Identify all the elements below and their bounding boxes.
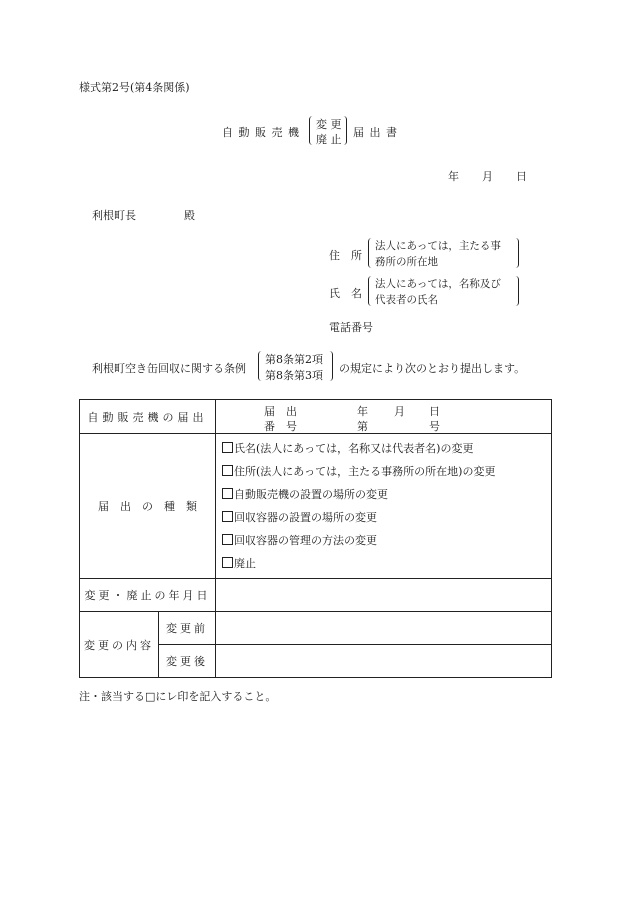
statement-prefix: 利根町空き缶回収に関する条例 xyxy=(92,362,246,375)
notif-year-label: 年 xyxy=(357,404,368,418)
title-prefix: 自 動 販 売 機 xyxy=(222,126,300,139)
statement-clause-1: 第8条第2項 xyxy=(265,353,323,366)
address-note-line2: 務所の所在地 xyxy=(375,256,438,268)
change-after-label-text: 変更後 xyxy=(166,655,208,668)
address-brace-left xyxy=(368,238,375,268)
checkbox[interactable] xyxy=(222,511,233,522)
title-suffix: 届 出 書 xyxy=(353,126,398,139)
statement-brace-right xyxy=(326,351,333,381)
addressee-honorific: 殿 xyxy=(184,209,195,222)
change-date-label xyxy=(80,579,216,612)
checkbox[interactable] xyxy=(222,465,233,476)
name-note-line2: 代表者の氏名 xyxy=(375,294,438,306)
vending-notification-label xyxy=(80,400,216,434)
addressee-name: 利根町長 xyxy=(92,209,136,222)
title-brace-left xyxy=(309,116,316,145)
name-label: 氏 名 xyxy=(329,287,362,300)
option-container-management-change[interactable] xyxy=(222,529,551,552)
row-notification-type xyxy=(80,434,552,579)
row-change-before xyxy=(80,612,552,645)
name-brace-right xyxy=(512,276,519,306)
name-brace-left xyxy=(368,276,375,306)
change-after-label xyxy=(159,645,216,678)
name-note-line1: 法人にあっては，名称及び xyxy=(375,278,501,290)
row-change-date xyxy=(80,579,552,612)
notif-month-label: 月 xyxy=(394,404,405,418)
todoke-label: 届 出 xyxy=(264,404,297,418)
date-month: 月 xyxy=(482,170,493,183)
date-year: 年 xyxy=(448,170,459,183)
address-note-line1: 法人にあっては，主たる事 xyxy=(375,240,501,252)
option-name-change[interactable] xyxy=(222,437,551,460)
statement-clause-2: 第8条第3項 xyxy=(265,369,323,382)
option-label: 住所(法人にあっては，主たる事務所の所在地)の変更 xyxy=(234,465,496,478)
checkbox[interactable] xyxy=(222,557,233,568)
notif-dai-label: 第 xyxy=(357,419,368,433)
statement-suffix: の規定により次のとおり提出します。 xyxy=(339,362,526,375)
notification-type-label-text: 届 出 の 種 類 xyxy=(98,500,197,513)
notif-day-label: 日 xyxy=(429,404,440,418)
change-before-label xyxy=(159,612,216,645)
title-option-abolish: 廃 止 xyxy=(316,133,342,146)
date-day: 日 xyxy=(516,170,527,183)
form-number: 様式第2号(第4条関係) xyxy=(79,81,190,94)
checkbox[interactable] xyxy=(222,534,233,545)
option-abolish[interactable] xyxy=(222,552,551,575)
change-content-label xyxy=(80,612,159,678)
checkbox[interactable] xyxy=(222,488,233,499)
notification-table xyxy=(79,399,552,678)
title-brace-right xyxy=(340,116,347,145)
notification-type-label xyxy=(80,434,216,579)
address-brace-right xyxy=(512,238,519,268)
vending-notification-value[interactable] xyxy=(216,400,552,434)
option-label: 廃止 xyxy=(234,557,256,570)
footnote: 注・該当する□にレ印を記入すること。 xyxy=(79,690,277,703)
phone-label: 電話番号 xyxy=(329,321,373,334)
option-label: 回収容器の設置の場所の変更 xyxy=(234,511,377,524)
change-date-label-text: 変更・廃止の年月日 xyxy=(84,589,211,602)
option-label: 氏名(法人にあっては，名称又は代表者名)の変更 xyxy=(234,442,474,455)
address-label: 住 所 xyxy=(329,249,362,262)
checkbox[interactable] xyxy=(222,442,233,453)
notification-type-options xyxy=(216,434,552,579)
bango-label: 番 号 xyxy=(264,419,297,433)
option-label: 回収容器の管理の方法の変更 xyxy=(234,534,377,547)
change-before-label-text: 変更前 xyxy=(166,622,208,635)
notif-go-label: 号 xyxy=(429,419,440,433)
change-date-value[interactable] xyxy=(216,579,552,612)
change-after-value[interactable] xyxy=(216,645,552,678)
row-vending-notification xyxy=(80,400,552,434)
change-content-label-text: 変更の内容 xyxy=(84,638,154,652)
change-before-value[interactable] xyxy=(216,612,552,645)
option-container-location-change[interactable] xyxy=(222,506,551,529)
title-option-change: 変 更 xyxy=(316,118,342,131)
option-label: 自動販売機の設置の場所の変更 xyxy=(234,488,388,501)
option-vending-location-change[interactable] xyxy=(222,483,551,506)
statement-brace-left xyxy=(258,351,265,381)
vending-notification-label-text: 自動販売機の届出 xyxy=(87,410,208,424)
option-address-change[interactable] xyxy=(222,460,551,483)
